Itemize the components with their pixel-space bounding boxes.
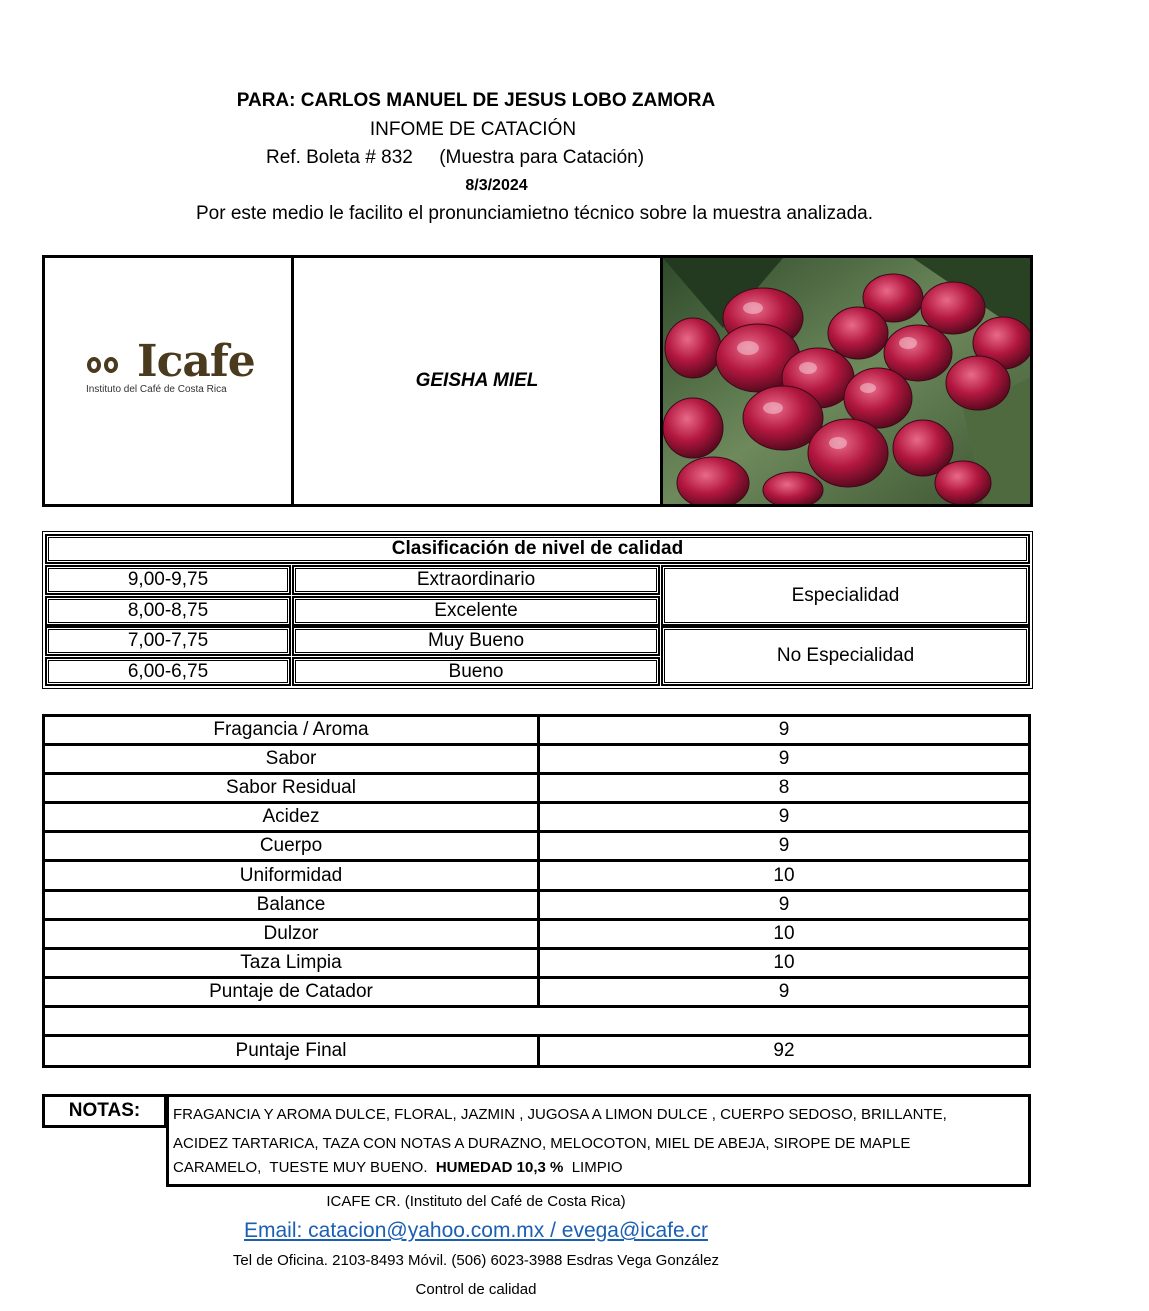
score-value: 10 xyxy=(773,865,795,886)
quality-level: Extraordinario xyxy=(292,565,660,595)
score-label: Taza Limpia xyxy=(240,952,342,973)
final-score-row xyxy=(45,1037,1028,1068)
quality-level: Bueno xyxy=(292,657,660,686)
footer-email-link[interactable]: Email: catacion@yahoo.com.mx / evega@icafe.cr xyxy=(244,1219,708,1242)
quality-range: 7,00-7,75 xyxy=(45,626,291,656)
quality-group-specialty: Especialidad xyxy=(661,565,1030,626)
score-label: Sabor xyxy=(265,748,317,769)
footer-phone: Tel de Oficina. 2103-8493 Móvil. (506) 6023-3988 Esdras Vega González xyxy=(232,1252,720,1269)
score-value: 9 xyxy=(778,748,790,769)
score-label: Cuerpo xyxy=(259,835,323,856)
score-row xyxy=(45,746,1028,775)
quality-range: 6,00-6,75 xyxy=(45,657,291,686)
notes-line: FRAGANCIA Y AROMA DULCE, FLORAL, JAZMIN , JUGOSA A LIMON DULCE , CUERPO SEDOSO, BRILLANTE, xyxy=(173,1106,947,1123)
notes-text: LIMPIO xyxy=(563,1159,623,1176)
reference-line: Ref. Boleta # 832 (Muestra para Catación) xyxy=(266,147,645,168)
final-score-value: 92 xyxy=(773,1040,795,1061)
notes-box xyxy=(166,1094,1031,1187)
quality-range: 8,00-8,75 xyxy=(45,596,291,626)
final-score-label: Puntaje Final xyxy=(235,1040,347,1061)
notes-text: CARAMELO, TUESTE MUY BUENO. xyxy=(173,1159,436,1176)
score-label: Uniformidad xyxy=(239,865,343,886)
footer-control: Control de calidad xyxy=(415,1281,537,1298)
notes-line: ACIDEZ TARTARICA, TAZA CON NOTAS A DURAZNO, MELOCOTON, MIEL DE ABEJA, SIROPE DE MAPLE xyxy=(173,1135,911,1152)
report-date: 8/3/2024 xyxy=(465,177,528,194)
score-label: Puntaje de Catador xyxy=(209,981,373,1002)
logo-subtitle: Instituto del Café de Costa Rica xyxy=(86,384,227,395)
notes-label: NOTAS: xyxy=(42,1094,167,1128)
sample-header-box xyxy=(42,255,1033,507)
score-value: 10 xyxy=(773,923,795,944)
coffee-cherries-photo xyxy=(663,258,1030,504)
logo-cell xyxy=(45,258,294,504)
report-title: INFOME DE CATACIÓN xyxy=(369,119,577,140)
score-label: Fragancia / Aroma xyxy=(213,719,369,740)
score-row xyxy=(45,804,1028,833)
quality-level: Excelente xyxy=(292,596,660,626)
score-value: 8 xyxy=(778,777,790,798)
score-row xyxy=(45,921,1028,950)
empty-row xyxy=(45,1008,1028,1037)
score-row xyxy=(45,892,1028,921)
score-value: 9 xyxy=(778,981,790,1002)
intro-text: Por este medio le facilito el pronunciamietno técnico sobre la muestra analizada. xyxy=(196,203,873,224)
quality-group-non-specialty: No Especialidad xyxy=(661,626,1030,686)
score-value: 9 xyxy=(778,719,790,740)
score-label: Balance xyxy=(256,894,326,915)
coffee-cherries-image xyxy=(663,258,1030,504)
score-value: 9 xyxy=(778,835,790,856)
quality-table-title: Clasificación de nivel de calidad xyxy=(45,534,1030,564)
footer-organization: ICAFE CR. (Instituto del Café de Costa Rica) xyxy=(326,1193,626,1210)
quality-classification-table xyxy=(42,531,1033,689)
notes-line xyxy=(173,1159,623,1176)
score-value: 9 xyxy=(778,894,790,915)
score-value: 10 xyxy=(773,952,795,973)
cupping-scores-table xyxy=(42,714,1031,1068)
variety-name: GEISHA MIEL xyxy=(294,258,663,504)
score-label: Sabor Residual xyxy=(226,777,356,798)
score-row xyxy=(45,979,1028,1008)
score-label: Dulzor xyxy=(263,923,319,944)
score-row xyxy=(45,950,1028,979)
score-row xyxy=(45,717,1028,746)
quality-range: 9,00-9,75 xyxy=(45,565,291,595)
score-row xyxy=(45,775,1028,804)
logo-name: Icafe xyxy=(137,336,255,387)
score-row xyxy=(45,833,1028,862)
quality-level: Muy Bueno xyxy=(292,626,660,656)
score-row xyxy=(45,862,1028,892)
recipient-line: PARA: CARLOS MANUEL DE JESUS LOBO ZAMORA xyxy=(236,90,716,111)
humidity-value: HUMEDAD 10,3 % xyxy=(435,1159,564,1176)
icafe-logo-icon xyxy=(85,355,135,375)
score-value: 9 xyxy=(778,806,790,827)
score-label: Acidez xyxy=(262,806,320,827)
